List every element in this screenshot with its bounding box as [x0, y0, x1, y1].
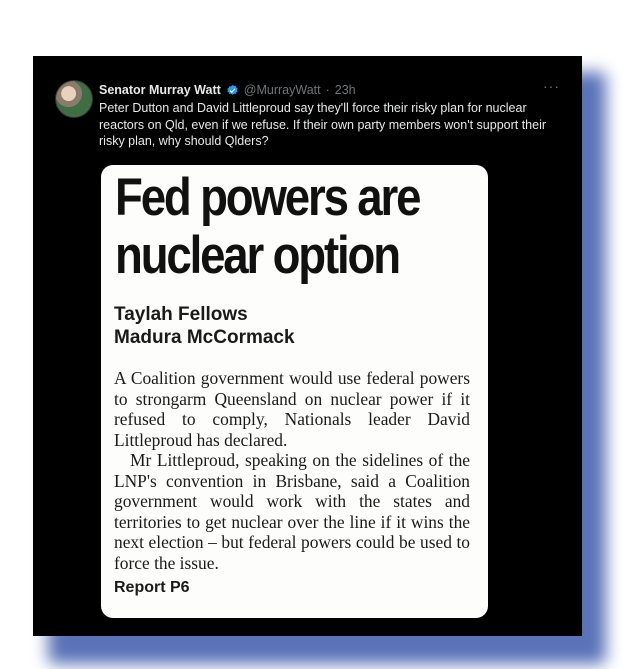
- verified-badge-icon: [226, 84, 239, 97]
- tweet-card[interactable]: [33, 56, 582, 636]
- article-paragraph-2: Mr Littleproud, speaking on the sidelines of the LNP's convention in Brisbane, said a Coalition government would work with the states and territories to get nuclear over the line if it wins the next election – but federal powers could be used to force the issue.: [114, 450, 470, 573]
- author-name[interactable]: Senator Murray Watt: [99, 83, 221, 97]
- article-paragraph-1: A Coalition government would use federal powers to strongarm Queensland on nuclear power if it refused to comply, Nationals leader David Littleproud has declared.: [114, 368, 470, 450]
- author-handle[interactable]: @MurrayWatt: [243, 83, 321, 97]
- tweet-header: [99, 80, 562, 100]
- tweet-timestamp[interactable]: 23h: [334, 83, 356, 97]
- headline-line-2: nuclear option: [115, 226, 399, 285]
- clipping-byline: [114, 303, 295, 349]
- tweet-text: Peter Dutton and David Littleproud say they'll force their risky plan for nuclear reactors on Qld, even if we refuse. If their own party members won't support their risky plan, why should Qlders?: [99, 101, 547, 148]
- byline-author-2: Madura McCormack: [114, 327, 295, 348]
- separator-dot: ·: [325, 83, 330, 97]
- avatar[interactable]: [55, 80, 93, 118]
- more-options-icon[interactable]: ···: [543, 78, 560, 94]
- clipping-article: [114, 368, 470, 573]
- byline-author-1: Taylah Fellows: [114, 304, 248, 325]
- headline-line-1: Fed powers are: [115, 168, 420, 227]
- clipping-headline: [115, 169, 485, 285]
- clipping-report-ref: Report P6: [114, 579, 190, 596]
- news-clipping-image[interactable]: [101, 165, 488, 618]
